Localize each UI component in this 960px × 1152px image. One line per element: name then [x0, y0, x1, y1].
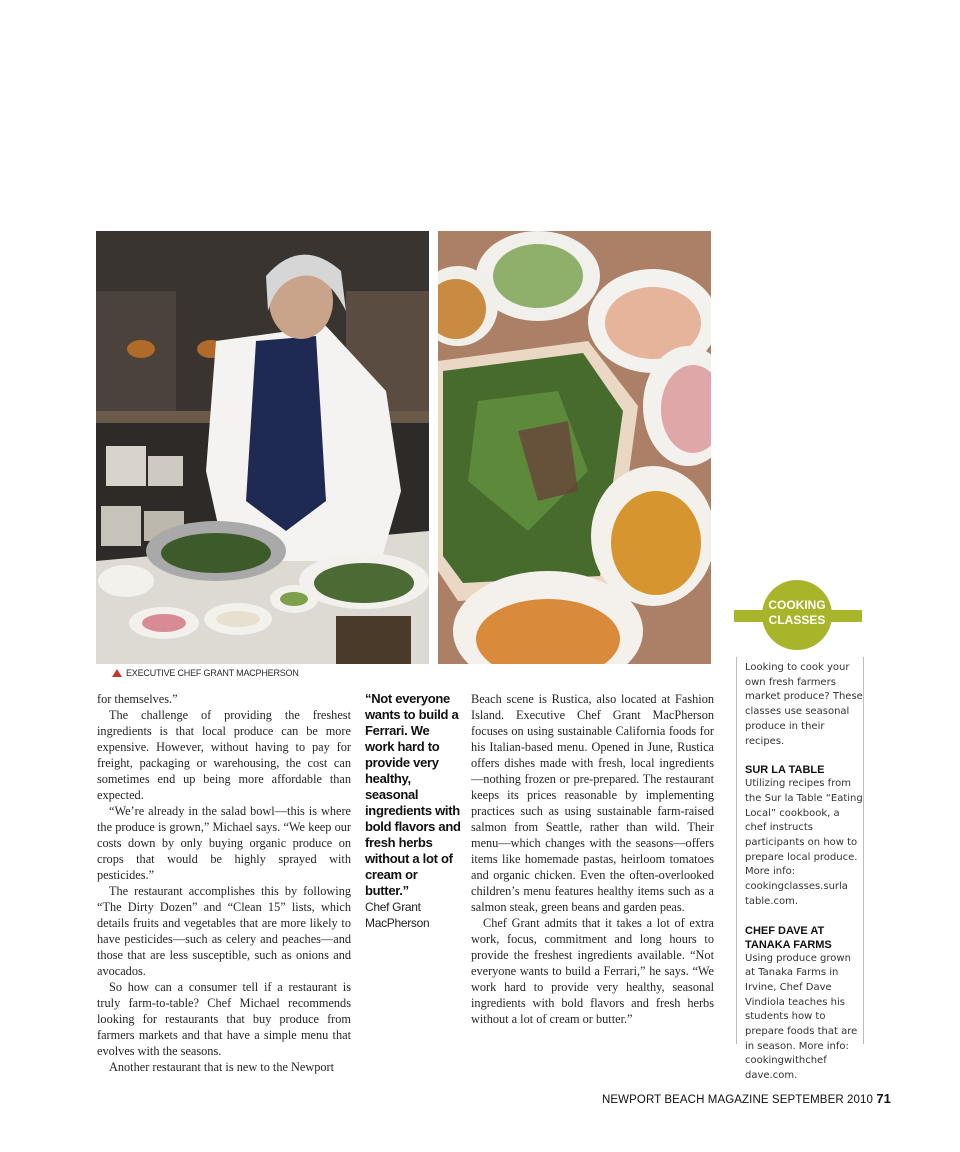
- page-number: 71: [876, 1091, 892, 1106]
- paragraph: The challenge of providing the freshest ingredients is that local produce can be more expensive. However, without having to pay for freight, packaging or warehousing, the cost can sometimes end up being more affordable than expected.: [97, 708, 351, 802]
- publication-name: NEWPORT BEACH MAGAZINE SEPTEMBER 2010: [602, 1094, 874, 1106]
- paragraph: Beach scene is Rustica, also located at Fashion Island. Executive Chef Grant MacPherson focuses on using sustainable California foods for his Italian-based menu. Opened in June, Rustica offers dishes made with fresh, local ingredients—nothing frozen or pre-prepared. The restaurant keeps its prices reasonable by implementing practices such as using sustainable farm-raised salmon from Seattle, rather than wild. Their menu—which changes with the seasons—offers items like homemade pastas, heirloom tomatoes and organic chicken. Even the often-overlooked children’s menu features healthy items such as a salmon steak, green beans and garden peas.: [471, 692, 714, 914]
- sidebar-text: Using produce grown at Tanaka Farms in Irvine, Chef Dave Vindiola teaches his students how to prepare foods that are in season. More info: cookingwithchef dave.com.: [745, 952, 858, 1082]
- body-column-1: [97, 691, 351, 1075]
- sidebar-intro: Looking to cook your own fresh farmers market produce? These classes use seasonal produce in their recipes.: [745, 662, 863, 747]
- sidebar-heading: SUR LA TABLE: [745, 764, 825, 777]
- paragraph: So how can a consumer tell if a restaurant is truly farm-to-table? Chef Michael recommends looking for restaurants that buy produce from farmers markets and that have a simple menu that evolves with the seasons.: [97, 980, 351, 1058]
- paragraph: “We’re already in the salad bowl—this is where the produce is grown,” Michael says. “We keep our costs down by only buying organic produce on crops that would be highly sprayed with pesticides.”: [97, 804, 351, 882]
- cooking-classes-sidebar: [736, 657, 864, 1082]
- chef-photo: [96, 231, 429, 664]
- photo-caption: [112, 668, 299, 678]
- sidebar-heading: CHEF DAVE AT TANAKA FARMS: [745, 924, 832, 951]
- caption-text: EXECUTIVE CHEF GRANT MACPHERSON: [126, 668, 299, 678]
- paragraph: Chef Grant admits that it takes a lot of extra work, focus, commitment and long hours to provide the freshest ingredients available. “Not everyone wants to build a Ferrari,” he says. “We work hard to provide very healthy, seasonal ingredients with bold flavors and fresh herbs without a lot of cream or butter.”: [471, 916, 714, 1026]
- food-photo: [438, 231, 711, 664]
- sidebar-text: Utilizing recipes from the Sur la Table “Eating Local” cookbook, a chef instructs participants on how to prepare local produce. More info: cookingclasses.surla table.com.: [745, 778, 863, 907]
- pull-quote-attribution: Chef Grant MacPherson: [365, 900, 430, 930]
- body-column-3: [471, 691, 714, 1027]
- badge-bar-left: [734, 610, 764, 622]
- pull-quote-text: “Not everyone wants to build a Ferrari. We work hard to provide very healthy, seasonal ingredients with bold flavors and fresh herbs without a lot of cream or butter.”: [365, 691, 461, 898]
- badge-label: COOKING CLASSES: [768, 598, 826, 627]
- pull-quote: [365, 691, 461, 931]
- badge-bar-right: [830, 610, 862, 622]
- paragraph: The restaurant accomplishes this by following “The Dirty Dozen” and “Clean 15” lists, which details fruits and vegetables that are more likely to have pesticides—such as celery and peaches—and those that are less susceptible, such as onions and avocados.: [97, 884, 351, 978]
- triangle-icon: [112, 669, 122, 677]
- page-footer: [602, 1091, 891, 1106]
- paragraph: for themselves.”: [97, 692, 178, 706]
- paragraph: Another restaurant that is new to the Newport: [109, 1060, 335, 1074]
